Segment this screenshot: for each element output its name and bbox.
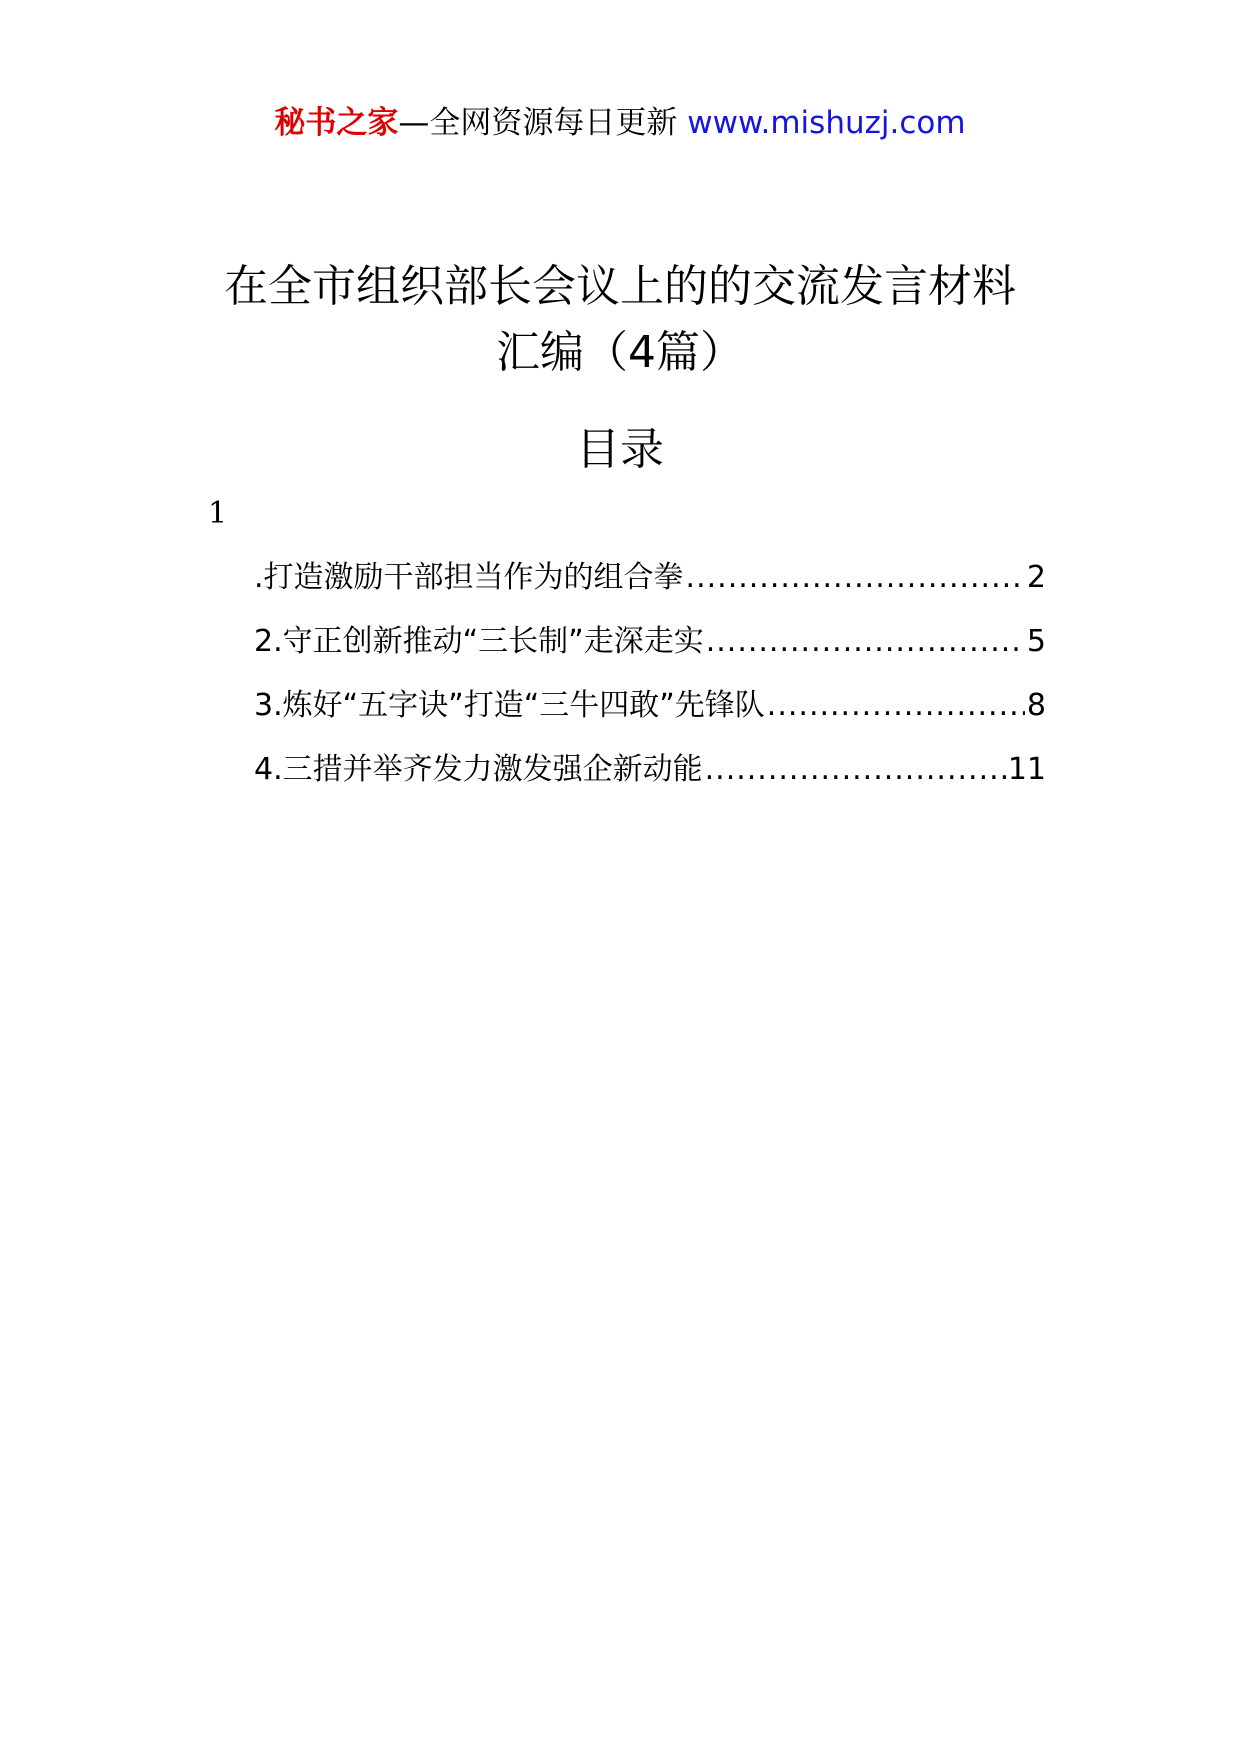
site-header: [0, 103, 1240, 143]
toc-entry-4[interactable]: [254, 750, 1046, 814]
toc-page-number: 8: [1026, 688, 1046, 723]
toc-entry-title: 3.炼好“五字诀”打造“三牛四敢”先锋队: [254, 688, 765, 723]
document-title-line-2: 汇编（4篇）: [496, 327, 744, 379]
toc-dot-leader: [686, 558, 1025, 598]
toc-entry-title: 4.三措并举齐发力激发强企新动能: [254, 752, 703, 787]
toc-entry-3[interactable]: [254, 686, 1046, 750]
table-of-contents: [254, 558, 1046, 814]
document-title-line-1: 在全市组织部长会议上的的交流发言材料: [224, 261, 1016, 313]
toc-dot-leader: [706, 622, 1025, 662]
toc-entry-2[interactable]: [254, 622, 1046, 686]
toc-entry-title: .打造激励干部担当作为的组合拳: [254, 560, 684, 595]
header-slogan: —全网资源每日更新: [398, 105, 678, 141]
document-title: [120, 254, 1120, 386]
toc-page-number: 5: [1026, 624, 1046, 659]
toc-page-number: 2: [1026, 560, 1046, 595]
toc-dot-leader: [767, 686, 1025, 726]
toc-stray-number: 1: [208, 496, 228, 531]
site-url-link[interactable]: www.mishuzj.com: [687, 105, 966, 141]
toc-dot-leader: [705, 750, 1006, 790]
brand-name: 秘书之家: [274, 105, 399, 141]
toc-page-number: 11: [1007, 752, 1046, 787]
toc-heading: 目录: [576, 424, 664, 475]
toc-entry-title: 2.守正创新推动“三长制”走深走实: [254, 624, 704, 659]
toc-entry-1[interactable]: [254, 558, 1046, 622]
